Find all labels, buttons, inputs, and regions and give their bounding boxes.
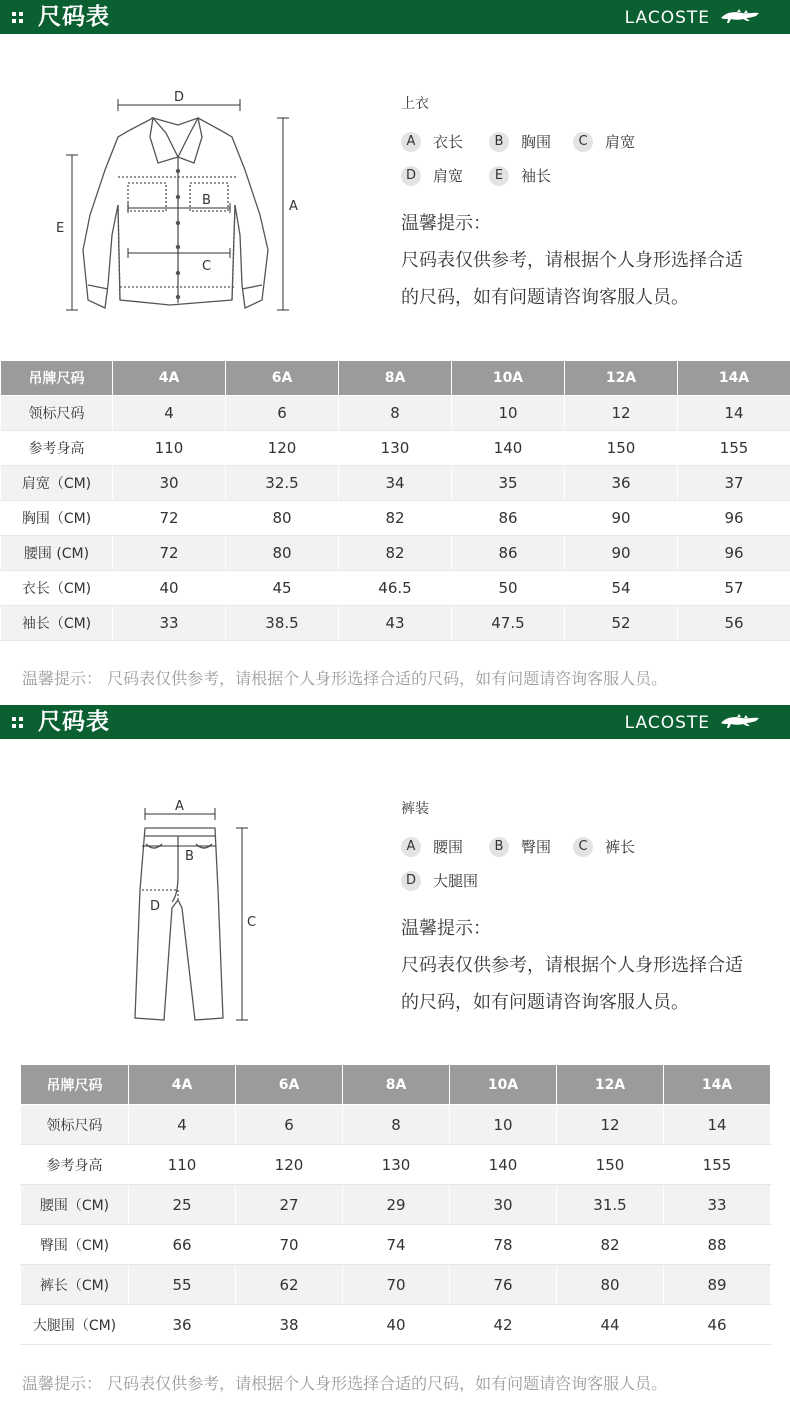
table-cell: 150 <box>557 1145 664 1185</box>
size-chart-banner <box>0 0 790 34</box>
table-cell: 55 <box>129 1265 236 1305</box>
row-label: 腰围（CM) <box>21 1185 129 1225</box>
grid-dots-icon <box>12 12 24 24</box>
table-cell: 78 <box>450 1225 557 1265</box>
table-cell: 140 <box>452 431 565 466</box>
crocodile-logo-icon <box>720 712 760 732</box>
legend-label: 臀围 <box>521 838 552 856</box>
label-a: A <box>175 799 184 814</box>
column-header: 4A <box>113 361 226 396</box>
legend-letter-badge: B <box>489 132 509 152</box>
banner-title: 尺码表 <box>38 709 110 735</box>
table-cell: 46.5 <box>339 571 452 606</box>
table-row <box>1 606 790 641</box>
table-cell: 25 <box>129 1185 236 1225</box>
category-title: 裤装 <box>401 801 429 817</box>
table-cell: 120 <box>236 1145 343 1185</box>
table-cell: 33 <box>664 1185 771 1225</box>
table-cell: 35 <box>452 466 565 501</box>
legend-letter-badge: A <box>401 837 421 857</box>
column-header: 4A <box>129 1065 236 1105</box>
table-cell: 10 <box>452 396 565 431</box>
row-label: 领标尺码 <box>1 396 113 431</box>
table-cell: 76 <box>450 1265 557 1305</box>
legend-label: 裤长 <box>605 838 636 856</box>
legend-label: 腰围 <box>433 838 464 856</box>
brand-name: LACOSTE <box>624 8 710 28</box>
table-row <box>1 431 790 466</box>
table-cell: 88 <box>664 1225 771 1265</box>
row-label: 衣长（CM) <box>1 571 113 606</box>
table-cell: 27 <box>236 1185 343 1225</box>
table-cell: 10 <box>450 1105 557 1145</box>
table-cell: 34 <box>339 466 452 501</box>
footnote: 温馨提示： 尺码表仅供参考，请根据个人身形选择合适的尺码，如有问题请咨询客服人员。 <box>22 1374 668 1393</box>
row-label: 参考身高 <box>1 431 113 466</box>
table-row <box>1 466 790 501</box>
table-cell: 37 <box>678 466 790 501</box>
table-cell: 46 <box>664 1305 771 1345</box>
table-cell: 6 <box>236 1105 343 1145</box>
tip-heading: 温馨提示： <box>401 213 491 234</box>
table-cell: 4 <box>129 1105 236 1145</box>
label-c: C <box>247 915 257 930</box>
legend-letter-badge: C <box>573 837 593 857</box>
column-header: 6A <box>236 1065 343 1105</box>
row-label: 领标尺码 <box>21 1105 129 1145</box>
table-cell: 62 <box>236 1265 343 1305</box>
table-cell: 36 <box>565 466 678 501</box>
column-header: 10A <box>452 361 565 396</box>
table-cell: 96 <box>678 501 790 536</box>
pants-diagram <box>120 790 280 1030</box>
column-header: 10A <box>450 1065 557 1105</box>
table-cell: 130 <box>339 431 452 466</box>
table-cell: 155 <box>678 431 790 466</box>
table-cell: 12 <box>557 1105 664 1145</box>
legend-label: 肩宽 <box>433 167 464 185</box>
table-cell: 30 <box>450 1185 557 1225</box>
table-cell: 130 <box>343 1145 450 1185</box>
table-cell: 4 <box>113 396 226 431</box>
table-cell: 43 <box>339 606 452 641</box>
label-d: D <box>150 899 161 914</box>
tops-size-table <box>0 360 790 641</box>
table-cell: 70 <box>236 1225 343 1265</box>
table-cell: 12 <box>565 396 678 431</box>
table-cell: 32.5 <box>226 466 339 501</box>
legend-label: 大腿围 <box>433 872 479 890</box>
label-e: E <box>56 221 65 236</box>
row-label: 腰围 (CM) <box>1 536 113 571</box>
pants-legend-panel <box>401 799 781 1029</box>
table-cell: 80 <box>226 501 339 536</box>
table-row <box>21 1305 771 1345</box>
column-header: 12A <box>565 361 678 396</box>
table-cell: 82 <box>557 1225 664 1265</box>
brand-name: LACOSTE <box>624 713 710 733</box>
table-cell: 90 <box>565 501 678 536</box>
table-row <box>21 1185 771 1225</box>
jacket-diagram <box>50 85 330 320</box>
table-cell: 30 <box>113 466 226 501</box>
table-cell: 40 <box>113 571 226 606</box>
row-label: 裤长（CM) <box>21 1265 129 1305</box>
column-header: 12A <box>557 1065 664 1105</box>
table-cell: 140 <box>450 1145 557 1185</box>
row-label: 大腿围（CM) <box>21 1305 129 1345</box>
table-cell: 110 <box>113 431 226 466</box>
size-chart-banner <box>0 705 790 739</box>
table-cell: 42 <box>450 1305 557 1345</box>
grid-dots-icon <box>12 717 24 729</box>
table-cell: 57 <box>678 571 790 606</box>
tip-line: 尺码表仅供参考，请根据个人身形选择合适 <box>401 250 743 271</box>
table-cell: 40 <box>343 1305 450 1345</box>
legend-label: 袖长 <box>521 167 552 185</box>
tip-line: 的尺码，如有问题请咨询客服人员。 <box>401 287 689 308</box>
legend-label: 肩宽 <box>605 133 636 151</box>
table-row <box>21 1265 771 1305</box>
table-cell: 44 <box>557 1305 664 1345</box>
table-cell: 14 <box>678 396 790 431</box>
legend-letter-badge: D <box>401 871 421 891</box>
legend-label: 胸围 <box>521 133 552 151</box>
column-header: 14A <box>678 361 790 396</box>
tops-legend-panel <box>401 94 781 324</box>
table-row <box>21 1105 771 1145</box>
table-row <box>1 536 790 571</box>
column-header: 8A <box>339 361 452 396</box>
row-label: 胸围（CM) <box>1 501 113 536</box>
table-cell: 96 <box>678 536 790 571</box>
column-header: 14A <box>664 1065 771 1105</box>
table-cell: 86 <box>452 501 565 536</box>
legend-row <box>401 835 781 859</box>
table-cell: 72 <box>113 501 226 536</box>
row-label: 袖长（CM) <box>1 606 113 641</box>
column-header: 6A <box>226 361 339 396</box>
table-cell: 38 <box>236 1305 343 1345</box>
column-header: 8A <box>343 1065 450 1105</box>
footnote: 温馨提示： 尺码表仅供参考，请根据个人身形选择合适的尺码，如有问题请咨询客服人员。 <box>22 669 668 688</box>
table-cell: 31.5 <box>557 1185 664 1225</box>
table-cell: 80 <box>557 1265 664 1305</box>
legend-letter-badge: E <box>489 166 509 186</box>
table-row <box>1 396 790 431</box>
table-cell: 8 <box>339 396 452 431</box>
label-b: B <box>185 849 194 864</box>
tip-line: 尺码表仅供参考，请根据个人身形选择合适 <box>401 955 743 976</box>
legend-label: 衣长 <box>433 133 464 151</box>
category-title: 上衣 <box>401 96 429 112</box>
table-cell: 74 <box>343 1225 450 1265</box>
banner-title: 尺码表 <box>38 4 110 30</box>
table-cell: 82 <box>339 536 452 571</box>
table-cell: 52 <box>565 606 678 641</box>
table-row <box>21 1225 771 1265</box>
row-label: 肩宽（CM) <box>1 466 113 501</box>
crocodile-logo-icon <box>720 7 760 27</box>
label-a: A <box>289 199 298 214</box>
table-cell: 120 <box>226 431 339 466</box>
table-cell: 89 <box>664 1265 771 1305</box>
tip-heading: 温馨提示： <box>401 918 491 939</box>
table-cell: 54 <box>565 571 678 606</box>
table-cell: 47.5 <box>452 606 565 641</box>
legend-row <box>401 869 781 893</box>
table-header-row <box>1 361 790 396</box>
label-b: B <box>202 193 211 208</box>
table-cell: 70 <box>343 1265 450 1305</box>
table-cell: 155 <box>664 1145 771 1185</box>
table-cell: 38.5 <box>226 606 339 641</box>
row-label: 参考身高 <box>21 1145 129 1185</box>
legend-row <box>401 130 781 154</box>
table-cell: 90 <box>565 536 678 571</box>
row-label: 臀围（CM) <box>21 1225 129 1265</box>
table-cell: 14 <box>664 1105 771 1145</box>
legend-row <box>401 164 781 188</box>
legend-letter-badge: B <box>489 837 509 857</box>
legend-letter-badge: C <box>573 132 593 152</box>
pants-size-table <box>20 1064 771 1345</box>
column-header: 吊牌尺码 <box>1 361 113 396</box>
table-cell: 150 <box>565 431 678 466</box>
table-cell: 29 <box>343 1185 450 1225</box>
table-cell: 80 <box>226 536 339 571</box>
table-row <box>1 501 790 536</box>
table-header-row <box>21 1065 771 1105</box>
table-cell: 82 <box>339 501 452 536</box>
table-cell: 50 <box>452 571 565 606</box>
table-cell: 6 <box>226 396 339 431</box>
table-cell: 72 <box>113 536 226 571</box>
tip-line: 的尺码，如有问题请咨询客服人员。 <box>401 992 689 1013</box>
legend-letter-badge: D <box>401 166 421 186</box>
table-row <box>1 571 790 606</box>
label-d: D <box>174 90 185 105</box>
table-cell: 56 <box>678 606 790 641</box>
legend-letter-badge: A <box>401 132 421 152</box>
table-row <box>21 1145 771 1185</box>
table-cell: 36 <box>129 1305 236 1345</box>
label-c: C <box>202 259 212 274</box>
table-cell: 33 <box>113 606 226 641</box>
column-header: 吊牌尺码 <box>21 1065 129 1105</box>
table-cell: 8 <box>343 1105 450 1145</box>
table-cell: 66 <box>129 1225 236 1265</box>
table-cell: 110 <box>129 1145 236 1185</box>
table-cell: 45 <box>226 571 339 606</box>
table-cell: 86 <box>452 536 565 571</box>
